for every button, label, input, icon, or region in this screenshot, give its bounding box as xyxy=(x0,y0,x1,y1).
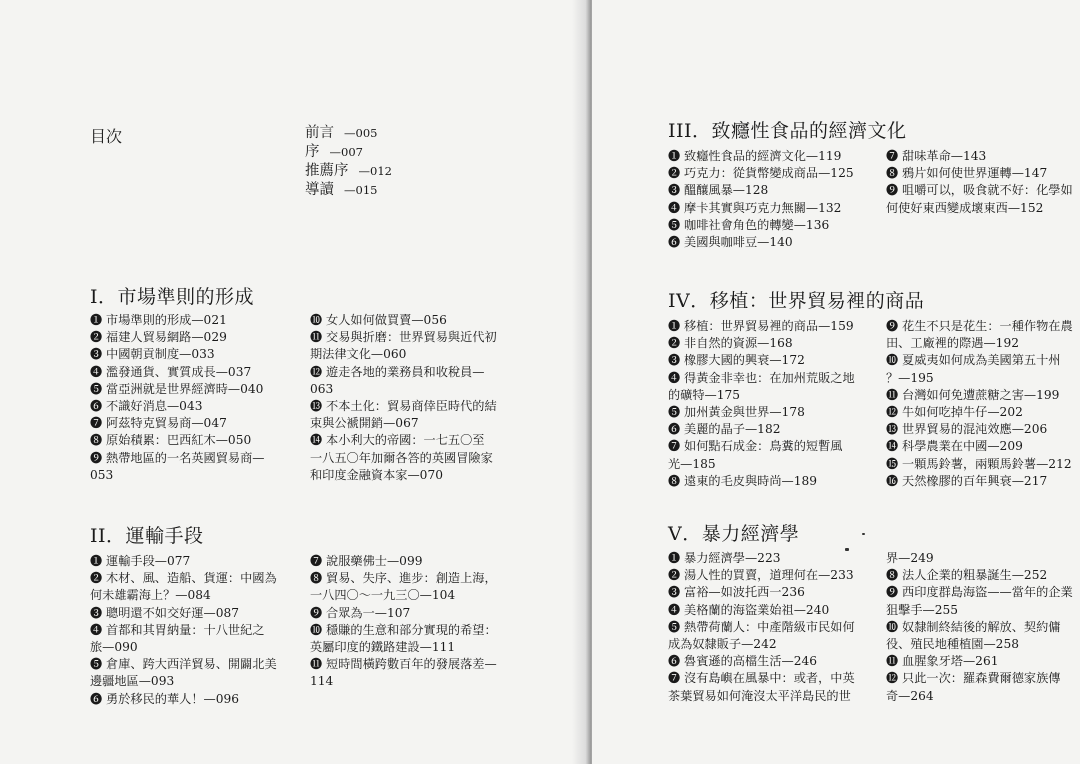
toc-line: ❶ 暴力經濟學—223 xyxy=(668,551,781,565)
toc-line: ⓰ 天然橡膠的百年興衰—217 xyxy=(886,473,1048,488)
toc-line: ❺ 熱帶荷蘭人：中產階級市民如何 xyxy=(668,619,855,634)
toc-line: 英屬印度的鐵路建設—111 xyxy=(310,640,456,655)
front-item: 導讀 —015 xyxy=(305,182,378,198)
toc-line: ❸ 富裕—如波托西一236 xyxy=(668,585,805,600)
toc-line: ❺ 咖啡社會角色的轉變—136 xyxy=(668,217,830,232)
toc-line: ❹ 濫發通貨、實質成長—037 xyxy=(90,364,252,379)
section4-col2 xyxy=(886,318,1080,490)
toc-line: ❸ 中國朝貢制度—033 xyxy=(90,347,215,362)
toc-line: ？—195 xyxy=(886,370,934,385)
print-speck xyxy=(845,548,849,551)
toc-line: ❼ 沒有島嶼在風暴中：或者，中英 xyxy=(668,671,855,686)
toc-line: ❶ 運輸手段—077 xyxy=(90,554,191,568)
section2-col2 xyxy=(310,553,550,691)
section1-col1 xyxy=(90,312,300,484)
toc-line: ❶ 移植：世界貿易裡的商品—159 xyxy=(668,319,854,333)
toc-line: ⓭ 不本土化：貿易商倖臣時代的結 xyxy=(310,399,497,414)
toc-line: ❻ 魯賓遜的高檔生活—246 xyxy=(668,654,818,669)
toc-line: ❹ 美格蘭的海盜業始祖—240 xyxy=(668,602,830,617)
section-title-3: III．致癮性食品的經濟文化 xyxy=(668,120,907,142)
toc-line: ❶ 市場準則的形成—021 xyxy=(90,313,227,327)
toc-line: ❽ 原始積累：巴西紅木—050 xyxy=(90,433,252,448)
toc-line: ❹ 首都和其胃納量：十八世紀之 xyxy=(90,622,265,637)
toc-line: 何使好東西變成壞東西—152 xyxy=(886,200,1044,215)
toc-line: ❼ 甜味革命—143 xyxy=(886,149,987,163)
section-title-5: V．暴力經濟學 xyxy=(668,523,800,545)
toc-line: ❺ 倉庫、跨大西洋貿易、開闢北美 xyxy=(90,657,277,672)
toc-line: ❿ 夏威夷如何成為美國第五十州 xyxy=(886,353,1061,368)
toc-line: 063 xyxy=(310,381,334,396)
toc-line: 奇—264 xyxy=(886,688,934,703)
toc-line: ❾ 熱帶地區的一名英國貿易商— xyxy=(90,450,265,465)
toc-line: ❺ 加州黃金與世界—178 xyxy=(668,405,805,420)
toc-line: ⓫ 血腥象牙塔—261 xyxy=(886,654,999,669)
toc-line: ⓫ 短時間橫跨數百年的發展落差— xyxy=(310,657,497,672)
front-item: 序 —007 xyxy=(305,144,363,160)
toc-title: 目次 xyxy=(90,127,123,146)
toc-line: ❻ 勇於移民的華人！—096 xyxy=(90,691,240,706)
toc-line: ⓯ 一顆馬鈴薯，兩顆馬鈴薯—212 xyxy=(886,456,1072,471)
toc-line: ❸ 聰明還不如交好運—087 xyxy=(90,605,240,620)
toc-line: ⓭ 世界貿易的混沌效應—206 xyxy=(886,422,1048,437)
toc-line: ⓮ 本小利大的帝國：一七五〇至 xyxy=(310,433,485,448)
toc-line: ❹ 得黃金非幸也：在加州荒販之地 xyxy=(668,370,855,385)
toc-line: ❻ 美麗的晶子—182 xyxy=(668,422,781,437)
toc-line: ❸ 醞釀風暴—128 xyxy=(668,183,769,198)
front-item: 推薦序 —012 xyxy=(305,163,392,179)
toc-line: ❸ 橡膠大國的興衰—172 xyxy=(668,353,805,368)
toc-line: 053 xyxy=(90,467,114,482)
toc-line: 光—185 xyxy=(668,456,716,471)
section-title-2: II．運輸手段 xyxy=(90,525,204,547)
front-item: 前言 —005 xyxy=(305,125,378,141)
section-title-1: I．市場準則的形成 xyxy=(90,286,255,308)
section2-col1 xyxy=(90,553,300,708)
toc-line: 役、殖民地種植園—258 xyxy=(886,637,1019,652)
toc-line: ❽ 法人企業的粗暴誕生—252 xyxy=(886,568,1048,583)
front-matter-list xyxy=(305,124,392,200)
toc-line: ❾ 花生不只是花生：一種作物在農 xyxy=(886,319,1073,333)
toc-line: ❿ 穩賺的生意和部分實現的希望： xyxy=(310,622,497,637)
toc-line: 狙擊手—255 xyxy=(886,602,959,617)
toc-line: ❾ 咀嚼可以，吸食就不好：化學如 xyxy=(886,183,1073,198)
toc-line: 界—249 xyxy=(886,551,934,565)
section4-col1 xyxy=(668,318,883,490)
toc-line: ❺ 當亞洲就是世界經濟時—040 xyxy=(90,381,264,396)
toc-line: 一八四〇～一九三〇—104 xyxy=(310,588,456,603)
toc-line: ⓮ 科學農業在中國—209 xyxy=(886,439,1023,454)
right-page xyxy=(592,0,1080,764)
toc-line: ❿ 女人如何做買賣—056 xyxy=(310,313,447,327)
toc-line: 旅—090 xyxy=(90,640,138,655)
toc-line: ⓫ 交易與折磨：世界貿易與近代初 xyxy=(310,330,497,345)
section3-col1 xyxy=(668,148,883,251)
toc-line: 一八五〇年加爾各答的英國冒險家 xyxy=(310,450,493,465)
toc-line: ⓬ 遊走各地的業務員和收稅員— xyxy=(310,364,485,379)
toc-line: 和印度金融資本家—070 xyxy=(310,467,443,482)
toc-line: ❾ 合眾為一—107 xyxy=(310,605,411,620)
toc-line: 茶葉貿易如何淹沒太平洋島民的世 xyxy=(668,688,851,703)
toc-line: ❹ 摩卡其實與巧克力無關—132 xyxy=(668,200,842,215)
toc-line: ❷ 木材、風、造船、貨運：中國為 xyxy=(90,571,277,586)
toc-line: ❿ 奴隸制終結後的解放、契約傭 xyxy=(886,619,1061,634)
toc-line: ⓫ 台灣如何免遭蔗糖之害—199 xyxy=(886,387,1060,402)
toc-line: 何未雄霸海上？—084 xyxy=(90,588,211,603)
toc-line: ❼ 說服藥佛士—099 xyxy=(310,554,423,568)
toc-line: ❻ 美國與咖啡豆—140 xyxy=(668,235,793,250)
toc-line: ❶ 致癮性食品的經濟文化—119 xyxy=(668,149,842,163)
toc-line: 成為奴隸販子—242 xyxy=(668,637,777,652)
toc-line: 的礦特—175 xyxy=(668,387,741,402)
toc-line: ❾ 西印度群島海盜——當年的企業 xyxy=(886,585,1073,600)
toc-line: ❽ 貿易、失序、進步：創造上海， xyxy=(310,571,497,586)
toc-line: ❽ 鴉片如何使世界運轉—147 xyxy=(886,166,1048,181)
toc-line: 邊疆地區—093 xyxy=(90,674,175,689)
print-speck xyxy=(862,533,865,535)
toc-line: ❷ 湯人性的買賣，道理何在—233 xyxy=(668,568,854,583)
toc-line: ⓬ 牛如何吃掉牛仔—202 xyxy=(886,405,1023,420)
section-title-4: IV．移植：世界貿易裡的商品 xyxy=(668,290,925,312)
toc-line: ❽ 遠東的毛皮與時尚—189 xyxy=(668,473,818,488)
section5-col1 xyxy=(668,550,883,705)
toc-line: 束與公褫開銷—067 xyxy=(310,416,419,431)
section1-col2 xyxy=(310,312,550,484)
toc-line: ❷ 巧克力：從貨幣變成商品—125 xyxy=(668,166,854,181)
toc-line: ❷ 非自然的資源—168 xyxy=(668,336,793,351)
section5-col2 xyxy=(886,550,1080,705)
toc-line: ❼ 如何點石成金：鳥糞的短暫風 xyxy=(668,439,843,454)
toc-line: 田、工廠裡的際遇—192 xyxy=(886,336,1019,351)
section3-col2 xyxy=(886,148,1080,217)
toc-line: 期法律文化—060 xyxy=(310,347,407,362)
toc-line: ❼ 阿茲特克貿易商—047 xyxy=(90,416,227,431)
toc-line: ❻ 不識好消息—043 xyxy=(90,399,203,414)
toc-line: ❷ 福建人貿易網路—029 xyxy=(90,330,227,345)
toc-line: 114 xyxy=(310,674,334,689)
toc-line: ⓬ 只此一次：羅森費爾德家族傳 xyxy=(886,671,1061,686)
